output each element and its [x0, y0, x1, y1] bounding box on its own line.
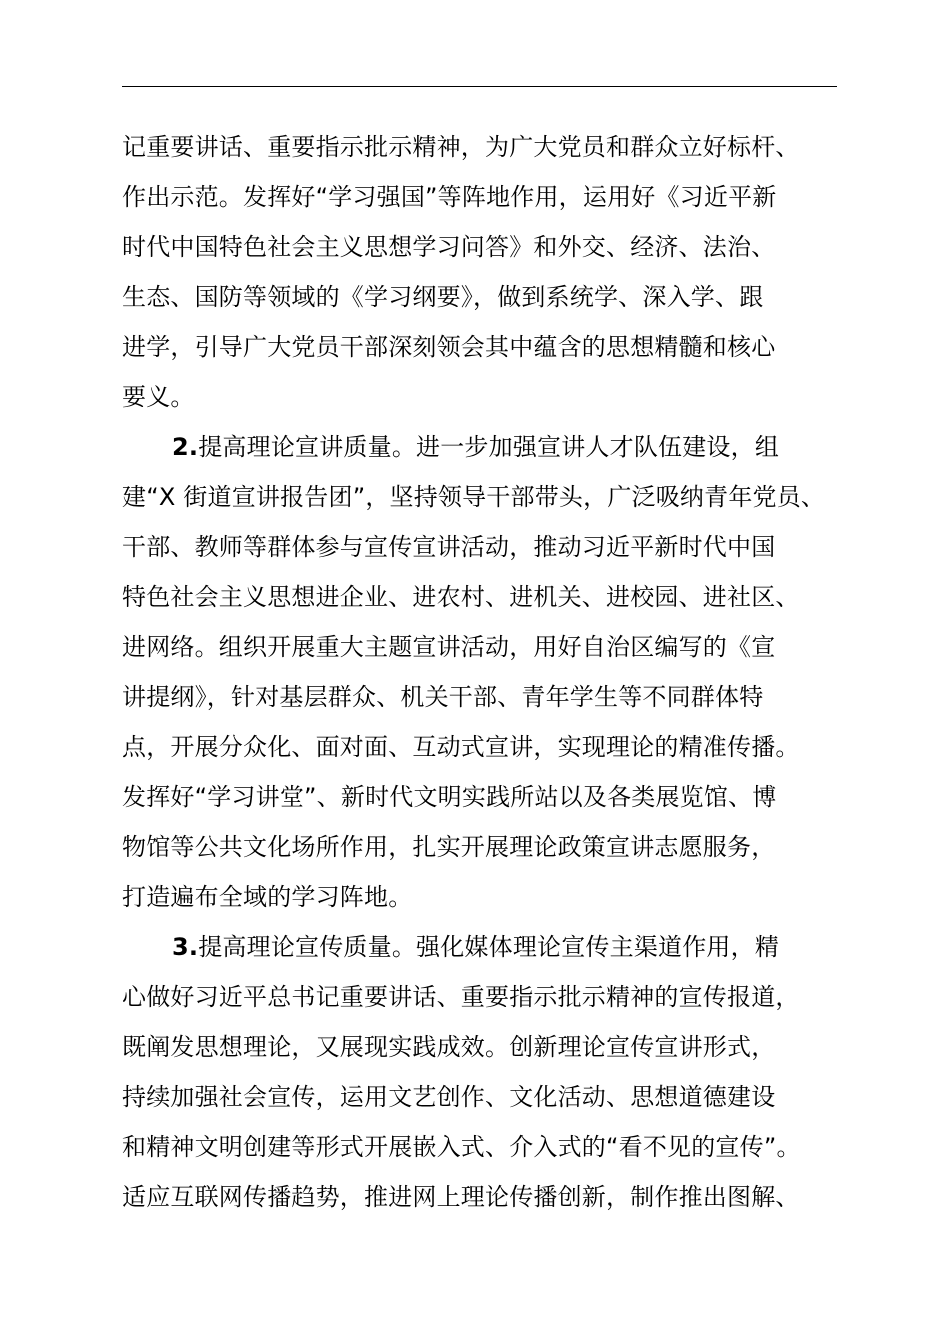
text-line: 物馆等公共文化场所作用，扎实开展理论政策宣讲志愿服务， [122, 833, 776, 861]
text-line: 持续加强社会宣传，运用文艺创作、文化活动、思想道德建设 [122, 1083, 776, 1111]
text-line: 作出示范。发挥好“学习强国”等阵地作用，运用好《习近平新 [122, 183, 777, 211]
text-line: 进网络。组织开展重大主题宣讲活动，用好自治区编写的《宣 [122, 633, 776, 661]
text-line: 时代中国特色社会主义思想学习问答》和外交、经济、法治、 [122, 233, 776, 261]
paragraph-3-first-line: 3.提高理论宣传质量。强化媒体理论宣传主渠道作用，精 [172, 933, 780, 961]
text-line: 既阐发思想理论，又展现实践成效。创新理论宣传宣讲形式， [122, 1033, 776, 1061]
text-line: 发挥好“学习讲堂”、新时代文明实践所站以及各类展览馆、博 [122, 783, 777, 811]
text-line: 讲提纲》，针对基层群众、机关干部、青年学生等不同群体特 [122, 683, 764, 711]
text-line: 适应互联网传播趋势，推进网上理论传播创新，制作推出图解、 [122, 1183, 800, 1211]
item-number: 2. [172, 433, 199, 461]
text-line: 进学，引导广大党员干部深刻领会其中蕴含的思想精髓和核心 [122, 333, 776, 361]
header-rule [122, 86, 837, 87]
text-line: 打造遍布全域的学习阵地。 [122, 883, 413, 911]
text-line: 特色社会主义思想进企业、进农村、进机关、进校园、进社区、 [122, 583, 800, 611]
text-line: 心做好习近平总书记重要讲话、重要指示批示精神的宣传报道， [122, 983, 800, 1011]
paragraph-2-first-line: 2.提高理论宣讲质量。进一步加强宣讲人才队伍建设，组 [172, 433, 780, 461]
text-line: 记重要讲话、重要指示批示精神，为广大党员和群众立好标杆、 [122, 133, 800, 161]
text-line: 要义。 [122, 383, 195, 411]
text-line: 点，开展分众化、面对面、互动式宣讲，实现理论的精准传播。 [122, 733, 800, 761]
text-line: 和精神文明创建等形式开展嵌入式、介入式的“看不见的宣传”。 [122, 1133, 801, 1161]
text-line: 干部、教师等群体参与宣传宣讲活动，推动习近平新时代中国 [122, 533, 776, 561]
text-line: 建“X 街道宣讲报告团”，坚持领导干部带头，广泛吸纳青年党员、 [122, 483, 826, 511]
item-number: 3. [172, 933, 199, 961]
text-line: 生态、国防等领域的《学习纲要》，做到系统学、深入学、跟 [122, 283, 764, 311]
